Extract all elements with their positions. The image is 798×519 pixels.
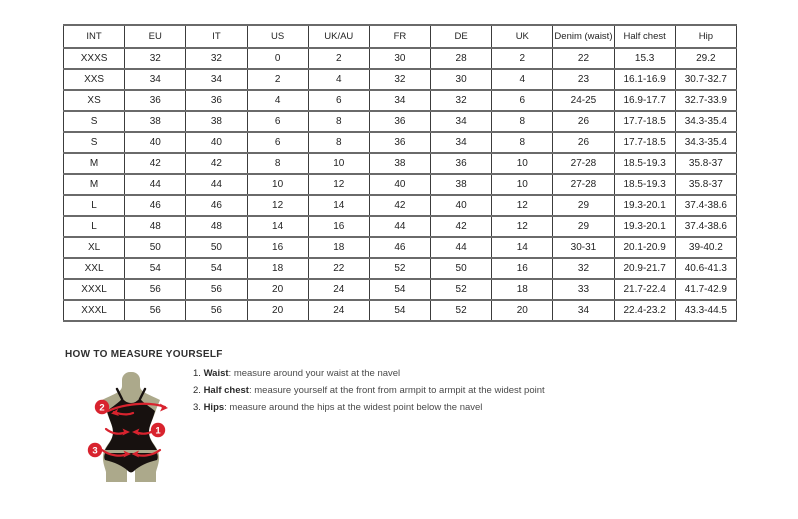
table-cell: 44 xyxy=(431,237,492,258)
table-cell: M xyxy=(64,174,125,195)
table-cell: 10 xyxy=(492,174,553,195)
table-cell: 27-28 xyxy=(553,174,614,195)
table-cell: XL xyxy=(64,237,125,258)
table-cell: 44 xyxy=(369,216,430,237)
table-row xyxy=(64,195,737,216)
table-row xyxy=(64,174,737,195)
table-cell: 40 xyxy=(431,195,492,216)
table-cell: 23 xyxy=(553,69,614,90)
instruction-text: : measure around your waist at the navel xyxy=(228,368,401,379)
table-cell: 8 xyxy=(492,132,553,153)
table-cell: 32 xyxy=(125,48,186,69)
instruction-label: Hips xyxy=(203,402,225,413)
table-cell: 16.9-17.7 xyxy=(614,90,675,111)
table-cell: 38 xyxy=(186,111,247,132)
table-cell: 32.7-33.9 xyxy=(675,90,736,111)
table-cell: 12 xyxy=(492,216,553,237)
table-cell: 29.2 xyxy=(675,48,736,69)
table-row xyxy=(64,216,737,237)
table-cell: 34 xyxy=(431,132,492,153)
table-cell: 12 xyxy=(247,195,308,216)
table-cell: 50 xyxy=(431,258,492,279)
table-cell: 22 xyxy=(308,258,369,279)
column-header: Hip xyxy=(675,25,736,48)
table-row xyxy=(64,48,737,69)
table-cell: 36 xyxy=(369,111,430,132)
table-cell: 30-31 xyxy=(553,237,614,258)
table-cell: 27-28 xyxy=(553,153,614,174)
table-cell: 18.5-19.3 xyxy=(614,153,675,174)
size-table-header-row xyxy=(64,25,737,48)
table-cell: 24 xyxy=(308,300,369,321)
table-cell: 36 xyxy=(186,90,247,111)
table-cell: 34 xyxy=(553,300,614,321)
table-cell: 48 xyxy=(125,216,186,237)
table-cell: 38 xyxy=(125,111,186,132)
table-cell: 32 xyxy=(431,90,492,111)
measure-section-heading: HOW TO MEASURE YOURSELF xyxy=(65,349,223,360)
table-cell: L xyxy=(64,195,125,216)
table-cell: 40.6-41.3 xyxy=(675,258,736,279)
measurement-figure xyxy=(76,368,188,508)
table-cell: 36 xyxy=(369,132,430,153)
table-cell: 12 xyxy=(492,195,553,216)
table-cell: 12 xyxy=(308,174,369,195)
table-cell: 34.3-35.4 xyxy=(675,111,736,132)
table-row xyxy=(64,279,737,300)
badge-waist xyxy=(151,423,165,437)
table-cell: 16 xyxy=(247,237,308,258)
table-cell: 22 xyxy=(553,48,614,69)
table-cell: S xyxy=(64,111,125,132)
table-cell: L xyxy=(64,216,125,237)
instruction-label: Waist xyxy=(203,368,229,379)
table-cell: 29 xyxy=(553,195,614,216)
table-cell: 26 xyxy=(553,132,614,153)
table-cell: 29 xyxy=(553,216,614,237)
table-row xyxy=(64,69,737,90)
table-cell: 32 xyxy=(369,69,430,90)
column-header: IT xyxy=(186,25,247,48)
table-cell: 43.3-44.5 xyxy=(675,300,736,321)
table-cell: 39-40.2 xyxy=(675,237,736,258)
table-cell: 2 xyxy=(308,48,369,69)
table-cell: 30.7-32.7 xyxy=(675,69,736,90)
table-cell: 52 xyxy=(431,300,492,321)
table-cell: M xyxy=(64,153,125,174)
table-cell: 46 xyxy=(369,237,430,258)
table-cell: 44 xyxy=(125,174,186,195)
table-cell: XXXL xyxy=(64,279,125,300)
table-cell: 42 xyxy=(431,216,492,237)
table-cell: 40 xyxy=(186,132,247,153)
table-cell: 48 xyxy=(186,216,247,237)
table-cell: 20 xyxy=(247,300,308,321)
badge-half-chest xyxy=(95,400,109,414)
table-cell: 30 xyxy=(431,69,492,90)
instruction-hips xyxy=(193,403,545,413)
table-cell: 20 xyxy=(247,279,308,300)
table-cell: 37.4-38.6 xyxy=(675,216,736,237)
instruction-number: 2. xyxy=(193,385,204,396)
table-cell: 52 xyxy=(369,258,430,279)
table-cell: 32 xyxy=(553,258,614,279)
mannequin-illustration xyxy=(76,368,188,508)
table-cell: 0 xyxy=(247,48,308,69)
table-cell: 38 xyxy=(369,153,430,174)
column-header: Denim (waist) xyxy=(553,25,614,48)
table-cell: 18.5-19.3 xyxy=(614,174,675,195)
table-cell: 6 xyxy=(308,90,369,111)
table-cell: 8 xyxy=(308,111,369,132)
table-cell: S xyxy=(64,132,125,153)
table-cell: 36 xyxy=(431,153,492,174)
table-cell: 54 xyxy=(369,279,430,300)
table-cell: 54 xyxy=(186,258,247,279)
table-cell: 26 xyxy=(553,111,614,132)
table-cell: 18 xyxy=(308,237,369,258)
table-cell: 36 xyxy=(125,90,186,111)
column-header: DE xyxy=(431,25,492,48)
table-row xyxy=(64,111,737,132)
size-chart-table xyxy=(63,24,737,322)
table-cell: 41.7-42.9 xyxy=(675,279,736,300)
column-header: UK/AU xyxy=(308,25,369,48)
instruction-text: : measure around the hips at the widest point below the navel xyxy=(224,402,483,413)
column-header: Half chest xyxy=(614,25,675,48)
table-cell: 33 xyxy=(553,279,614,300)
table-cell: 24-25 xyxy=(553,90,614,111)
table-cell: 56 xyxy=(186,279,247,300)
svg-text:2: 2 xyxy=(99,402,105,414)
svg-text:3: 3 xyxy=(92,445,98,457)
table-cell: 20 xyxy=(492,300,553,321)
column-header: EU xyxy=(125,25,186,48)
table-cell: 56 xyxy=(125,300,186,321)
table-cell: 44 xyxy=(186,174,247,195)
table-cell: 35.8-37 xyxy=(675,174,736,195)
table-cell: 14 xyxy=(247,216,308,237)
column-header: UK xyxy=(492,25,553,48)
table-row xyxy=(64,300,737,321)
table-cell: 40 xyxy=(125,132,186,153)
table-cell: 50 xyxy=(125,237,186,258)
table-cell: 4 xyxy=(247,90,308,111)
table-cell: 34 xyxy=(186,69,247,90)
table-cell: 16 xyxy=(492,258,553,279)
table-cell: XXXL xyxy=(64,300,125,321)
table-cell: 54 xyxy=(125,258,186,279)
table-cell: 20.9-21.7 xyxy=(614,258,675,279)
table-cell: 21.7-22.4 xyxy=(614,279,675,300)
instruction-number: 1. xyxy=(193,368,204,379)
table-cell: 37.4-38.6 xyxy=(675,195,736,216)
table-cell: 32 xyxy=(186,48,247,69)
table-cell: 38 xyxy=(431,174,492,195)
table-cell: 8 xyxy=(308,132,369,153)
table-row xyxy=(64,153,737,174)
table-cell: 14 xyxy=(492,237,553,258)
table-cell: 46 xyxy=(125,195,186,216)
table-cell: 10 xyxy=(247,174,308,195)
table-row xyxy=(64,237,737,258)
table-cell: 40 xyxy=(369,174,430,195)
table-cell: 16.1-16.9 xyxy=(614,69,675,90)
table-cell: 19.3-20.1 xyxy=(614,195,675,216)
table-cell: 4 xyxy=(492,69,553,90)
size-table-body xyxy=(64,48,737,321)
table-cell: 4 xyxy=(308,69,369,90)
column-header: US xyxy=(247,25,308,48)
table-cell: 20.1-20.9 xyxy=(614,237,675,258)
table-cell: 42 xyxy=(125,153,186,174)
table-cell: 22.4-23.2 xyxy=(614,300,675,321)
instruction-text: : measure yourself at the front from armpit to armpit at the widest point xyxy=(248,385,545,396)
table-cell: 6 xyxy=(492,90,553,111)
table-cell: 34 xyxy=(369,90,430,111)
table-cell: 6 xyxy=(247,111,308,132)
table-cell: 2 xyxy=(247,69,308,90)
table-cell: XXXS xyxy=(64,48,125,69)
table-cell: 35.8-37 xyxy=(675,153,736,174)
instruction-number: 3. xyxy=(193,402,204,413)
table-cell: 16 xyxy=(308,216,369,237)
badge-hips xyxy=(88,443,102,457)
table-cell: 10 xyxy=(492,153,553,174)
table-cell: 50 xyxy=(186,237,247,258)
table-cell: 17.7-18.5 xyxy=(614,132,675,153)
column-header: INT xyxy=(64,25,125,48)
table-cell: 54 xyxy=(369,300,430,321)
instruction-waist xyxy=(193,369,545,379)
table-cell: 34.3-35.4 xyxy=(675,132,736,153)
table-cell: 56 xyxy=(125,279,186,300)
table-cell: 19.3-20.1 xyxy=(614,216,675,237)
table-cell: XS xyxy=(64,90,125,111)
table-cell: 28 xyxy=(431,48,492,69)
svg-text:1: 1 xyxy=(155,425,161,437)
table-cell: 6 xyxy=(247,132,308,153)
table-cell: 8 xyxy=(247,153,308,174)
table-cell: XXS xyxy=(64,69,125,90)
measure-instructions xyxy=(193,369,545,420)
instruction-label: Half chest xyxy=(203,385,249,396)
table-cell: 18 xyxy=(247,258,308,279)
table-cell: 15.3 xyxy=(614,48,675,69)
table-cell: 42 xyxy=(369,195,430,216)
table-cell: 46 xyxy=(186,195,247,216)
table-cell: 34 xyxy=(125,69,186,90)
table-cell: 52 xyxy=(431,279,492,300)
table-cell: 30 xyxy=(369,48,430,69)
table-cell: XXL xyxy=(64,258,125,279)
table-row xyxy=(64,132,737,153)
table-cell: 18 xyxy=(492,279,553,300)
table-cell: 17.7-18.5 xyxy=(614,111,675,132)
table-cell: 24 xyxy=(308,279,369,300)
table-cell: 2 xyxy=(492,48,553,69)
table-cell: 42 xyxy=(186,153,247,174)
table-cell: 14 xyxy=(308,195,369,216)
table-row xyxy=(64,258,737,279)
table-cell: 56 xyxy=(186,300,247,321)
table-cell: 34 xyxy=(431,111,492,132)
table-cell: 10 xyxy=(308,153,369,174)
column-header: FR xyxy=(369,25,430,48)
table-row xyxy=(64,90,737,111)
instruction-half-chest xyxy=(193,386,545,396)
table-cell: 8 xyxy=(492,111,553,132)
